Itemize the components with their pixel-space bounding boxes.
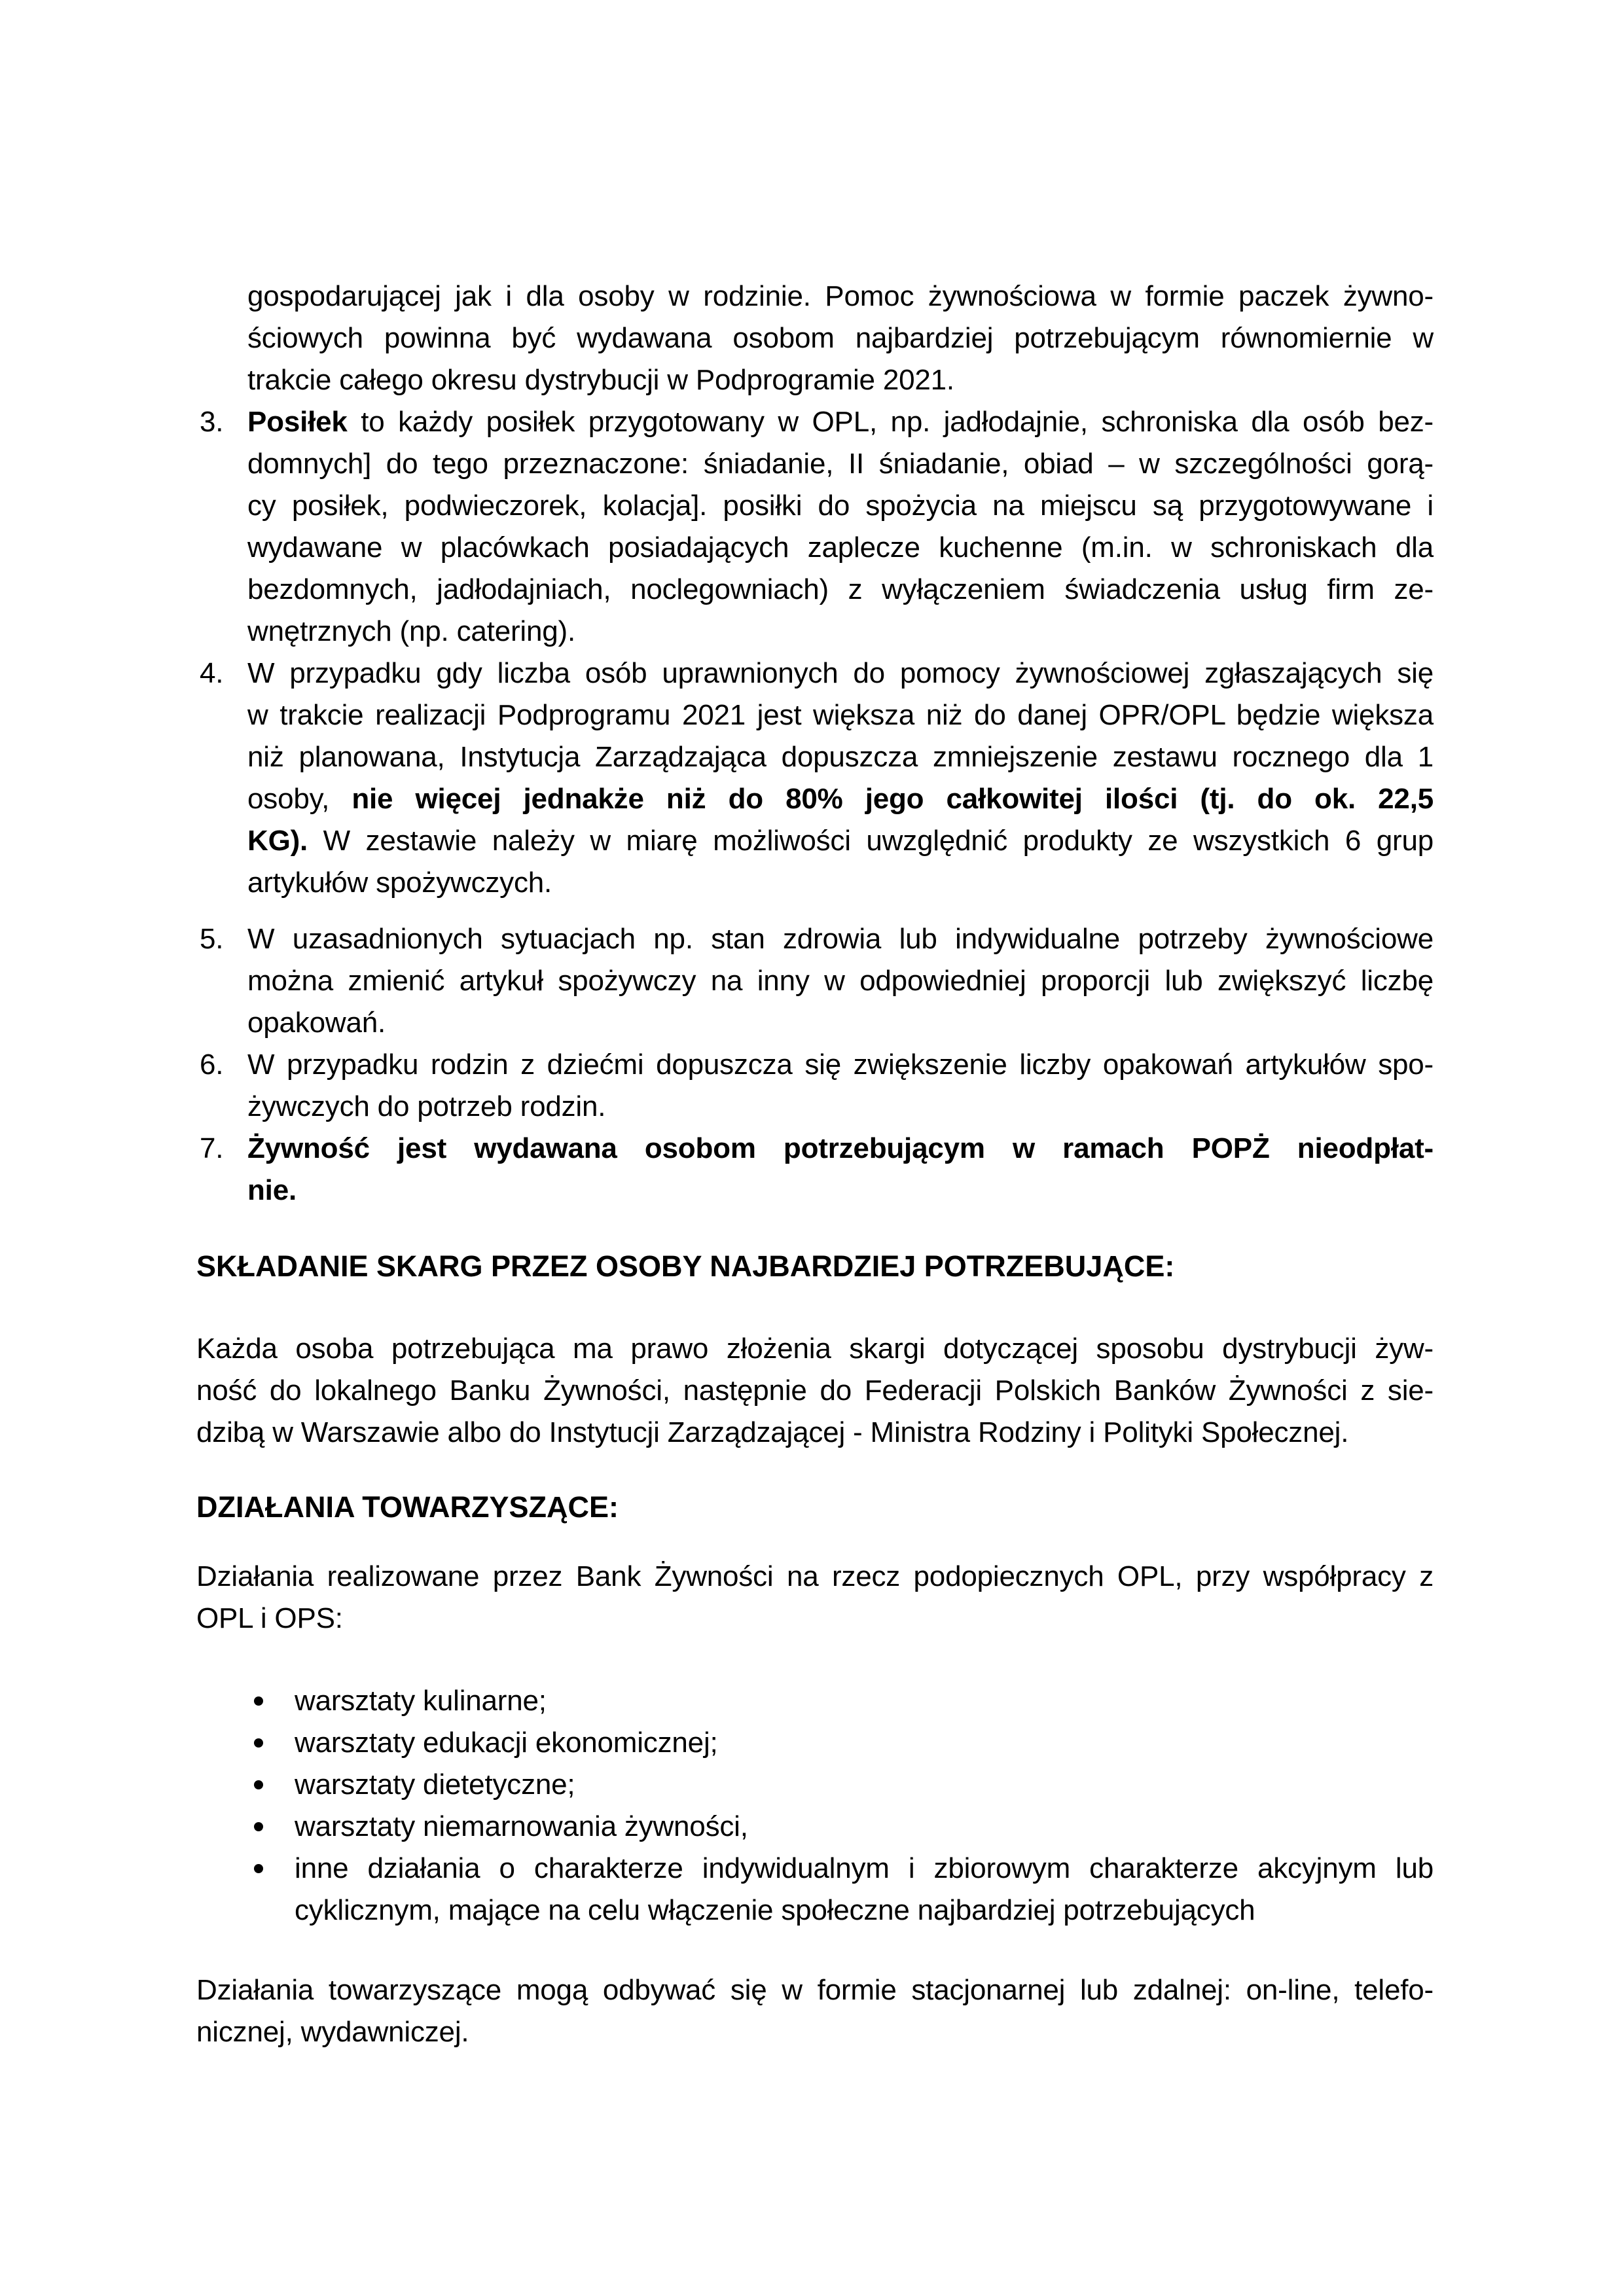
paragraph-accompanying-intro: [196, 1556, 1434, 1640]
text-line: [247, 778, 1434, 820]
text-segment: inne działania o charakterze indywidualnym i zbiorowym charakterze akcyjnym lub: [295, 1852, 1434, 1884]
text-segment: to każdy posiłek przygotowany w OPL, np. jadłodajnie, schroniska dla osób bez-: [347, 406, 1434, 438]
text-segment: warsztaty niemarnowania żywności,: [295, 1810, 748, 1842]
section-heading-accompanying-actions: DZIAŁANIA TOWARZYSZĄCE:: [196, 1490, 619, 1524]
bullet-dot-icon: [254, 1864, 263, 1873]
text-segment: warsztaty edukacji ekonomicznej;: [295, 1727, 718, 1759]
text-segment: osoby,: [247, 783, 352, 815]
item-content-7: [247, 1128, 1434, 1211]
text-segment: artykułów spożywczych.: [247, 867, 552, 899]
bullet-item: [196, 1848, 1434, 1931]
item-content-4: [247, 653, 1434, 904]
bullet-content: [295, 1848, 1434, 1931]
bullet-item: [196, 1806, 1434, 1848]
text-segment: Żywność jest wydawana osobom potrzebującym w ramach POPŻ nieodpłat-: [247, 1132, 1434, 1164]
text-segment: W zestawie należy w miarę możliwości uwzględnić produkty ze wszystkich 6 grup: [308, 825, 1434, 857]
text-segment: W przypadku rodzin z dziećmi dopuszcza się zwiększenie liczby opakowań artykułów spo-: [247, 1049, 1434, 1081]
text-line: [196, 1412, 1434, 1454]
text-line: [295, 1890, 1434, 1931]
item-content-3: [247, 401, 1434, 653]
text-segment: warsztaty kulinarne;: [295, 1685, 547, 1717]
text-segment: trakcie całego okresu dystrybucji w Podprogramie 2021.: [247, 364, 954, 396]
text-segment: niż planowana, Instytucja Zarządzająca dopuszcza zmniejszenie zestawu rocznego dla 1: [247, 741, 1434, 773]
item-number-6: 6.: [200, 1049, 224, 1081]
text-segment: gospodarującej jak i dla osoby w rodzinie. Pomoc żywnościowa w formie paczek żywno-: [247, 280, 1434, 312]
text-segment: Działania towarzyszące mogą odbywać się w formie stacjonarnej lub zdalnej: on-line, telefo-: [196, 1974, 1434, 2006]
text-line: [247, 1170, 1434, 1211]
bullet-content: [295, 1680, 1434, 1722]
text-segment: można zmienić artykuł spożywczy na inny w odpowiedniej proporcji lub zwiększyć liczbę: [247, 965, 1434, 997]
paragraph-remote-forms: [196, 1969, 1434, 2053]
text-line: [247, 1128, 1434, 1170]
text-line: [295, 1848, 1434, 1890]
bullet-list: [196, 1680, 1434, 1931]
text-segment: żywczych do potrzeb rodzin.: [247, 1090, 606, 1122]
text-line: [196, 1328, 1434, 1370]
text-line: [196, 2011, 1434, 2053]
text-segment: cyklicznym, mające na celu włączenie społeczne najbardziej potrzebujących: [295, 1894, 1255, 1926]
text-line: [247, 401, 1434, 443]
text-segment: w trakcie realizacji Podprogramu 2021 jest większa niż do danej OPR/OPL będzie większa: [247, 699, 1434, 731]
text-line: [247, 918, 1434, 960]
numbered-item-5: [196, 918, 1434, 1044]
text-segment: Każda osoba potrzebująca ma prawo złożenia skargi dotyczącej sposobu dystrybucji żyw-: [196, 1333, 1434, 1365]
text-segment: OPL i OPS:: [196, 1602, 343, 1634]
item-number-5: 5.: [200, 923, 224, 955]
text-line: [247, 820, 1434, 862]
text-line: [247, 443, 1434, 485]
item-number-4: 4.: [200, 657, 224, 689]
text-line: [247, 1086, 1434, 1128]
text-segment: Posiłek: [247, 406, 348, 438]
bullet-dot-icon: [254, 1780, 263, 1789]
bullet-item: [196, 1764, 1434, 1806]
text-segment: dzibą w Warszawie albo do Instytucji Zarządzającej - Ministra Rodziny i Polityki Społecznej.: [196, 1416, 1349, 1448]
text-line: [196, 1969, 1434, 2011]
text-line: [247, 276, 1434, 317]
bullet-content: [295, 1806, 1434, 1848]
text-segment: nicznej, wydawniczej.: [196, 2016, 469, 2048]
text-segment: Działania realizowane przez Bank Żywności na rzecz podopiecznych OPL, przy współpracy z: [196, 1560, 1434, 1592]
text-line: [247, 862, 1434, 904]
text-line: [247, 960, 1434, 1002]
numbered-item-6: [196, 1044, 1434, 1128]
text-segment: KG).: [247, 825, 308, 857]
bullet-content: [295, 1764, 1434, 1806]
text-line: [247, 527, 1434, 569]
text-segment: ność do lokalnego Banku Żywności, następnie do Federacji Polskich Banków Żywności z sie-: [196, 1374, 1434, 1407]
section-heading-complaints: SKŁADANIE SKARG PRZEZ OSOBY NAJBARDZIEJ POTRZEBUJĄCE:: [196, 1249, 1175, 1283]
text-line: [196, 1556, 1434, 1598]
bullet-item: [196, 1722, 1434, 1764]
text-line: [295, 1764, 1434, 1806]
text-segment: W uzasadnionych sytuacjach np. stan zdrowia lub indywidualne potrzeby żywnościowe: [247, 923, 1434, 955]
paragraph-continuation: [196, 276, 1434, 401]
text-line: [295, 1806, 1434, 1848]
text-segment: nie więcej jednakże niż do 80% jego całkowitej ilości (tj. do ok. 22,5: [352, 783, 1434, 815]
text-line: [196, 1370, 1434, 1412]
text-line: [247, 1044, 1434, 1086]
text-line: [247, 611, 1434, 653]
item-content-5: [247, 918, 1434, 1044]
text-line: [247, 694, 1434, 736]
item-content-6: [247, 1044, 1434, 1128]
text-segment: warsztaty dietetyczne;: [295, 1768, 575, 1801]
text-line: [247, 653, 1434, 694]
text-segment: wnętrznych (np. catering).: [247, 615, 576, 647]
bullet-dot-icon: [254, 1822, 263, 1831]
text-segment: domnych] do tego przeznaczone: śniadanie, II śniadanie, obiad – w szczególności gorą-: [247, 448, 1434, 480]
text-line: [247, 359, 1434, 401]
text-segment: wydawane w placówkach posiadających zaplecze kuchenne (m.in. w schroniskach dla: [247, 531, 1434, 564]
text-segment: opakowań.: [247, 1007, 386, 1039]
text-line: [196, 1598, 1434, 1640]
text-segment: cy posiłek, podwieczorek, kolacja]. posiłki do spożycia na miejscu są przygotowywane i: [247, 490, 1434, 522]
text-line: [247, 485, 1434, 527]
bullet-item: [196, 1680, 1434, 1722]
text-line: [247, 317, 1434, 359]
bullet-content: [295, 1722, 1434, 1764]
text-line: [247, 1002, 1434, 1044]
text-segment: W przypadku gdy liczba osób uprawnionych do pomocy żywnościowej zgłaszających się: [247, 657, 1434, 689]
item-number-3: 3.: [200, 406, 224, 438]
bullet-dot-icon: [254, 1696, 263, 1706]
text-segment: nie.: [247, 1174, 297, 1206]
text-segment: bezdomnych, jadłodajniach, noclegowniach) z wyłączeniem świadczenia usług firm ze-: [247, 573, 1434, 605]
text-line: [295, 1722, 1434, 1764]
text-line: [247, 569, 1434, 611]
text-segment: ściowych powinna być wydawana osobom najbardziej potrzebującym równomiernie w: [247, 322, 1434, 354]
bullet-dot-icon: [254, 1738, 263, 1748]
text-line: [295, 1680, 1434, 1722]
numbered-item-3: [196, 401, 1434, 653]
item-number-7: 7.: [200, 1132, 224, 1164]
text-line: [247, 736, 1434, 778]
paragraph-complaints: [196, 1328, 1434, 1454]
numbered-item-4: [196, 653, 1434, 904]
numbered-item-7: [196, 1128, 1434, 1211]
